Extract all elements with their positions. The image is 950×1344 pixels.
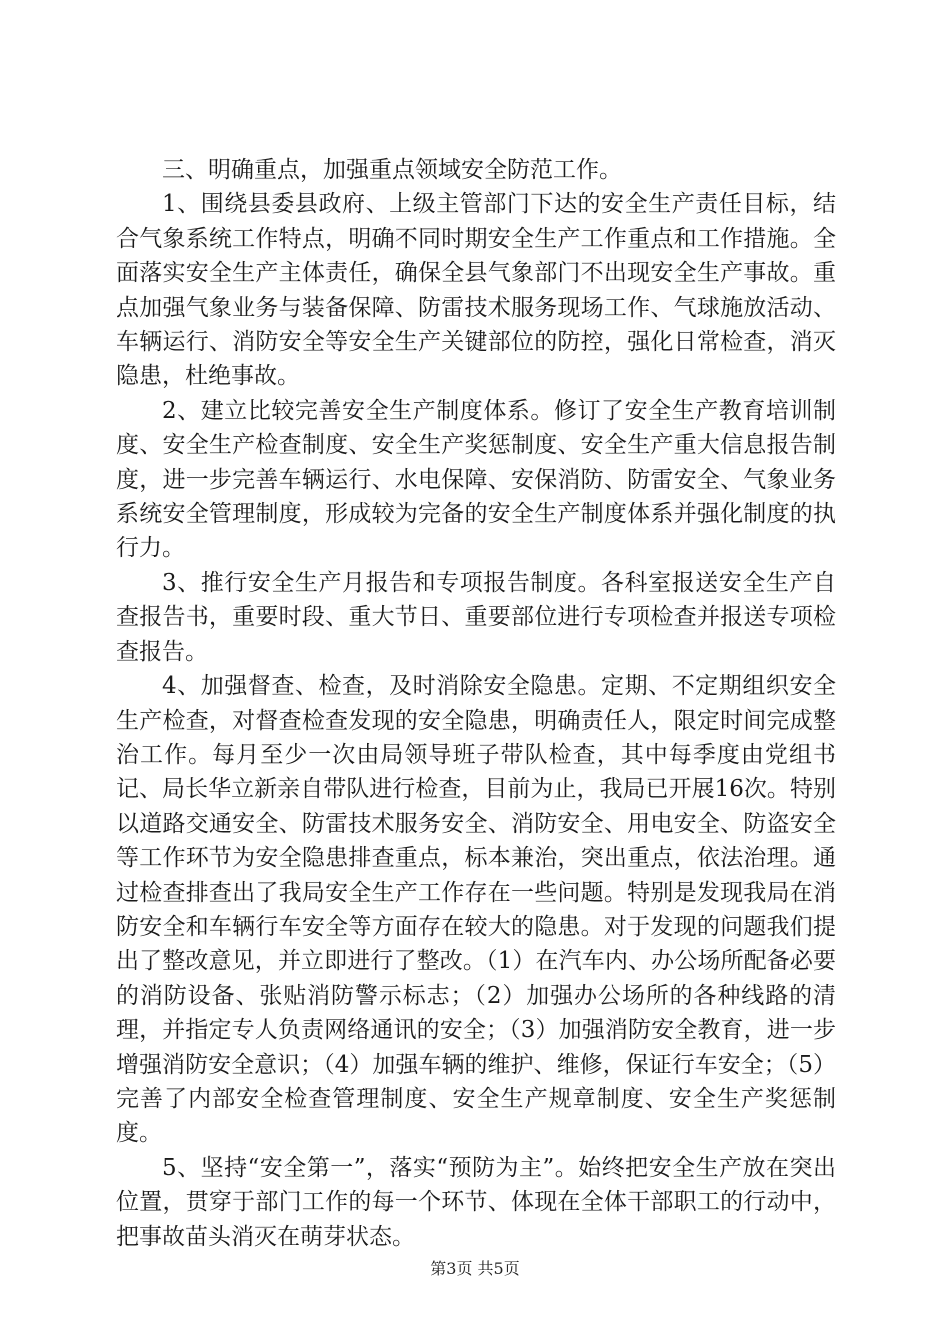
paragraph-item-1: 1、围绕县委县政府、上级主管部门下达的安全生产责任目标，结合气象系统工作特点，明确不同时期安全生产工作重点和工作措施。全面落实安全生产主体责任，确保全县气象部门不出现安全生产事故。重点加强气象业务与装备保障、防雷技术服务现场工作、气球施放活动、车辆运行、消防安全等安全生产关键部位的防控，强化日常检查，消灭隐患，杜绝事故。 xyxy=(116,191,836,390)
page-number-footer: 第3页 共5页 xyxy=(430,1259,520,1278)
paragraph-item-3: 3、推行安全生产月报告和专项报告制度。各科室报送安全生产自查报告书，重要时段、重大节日、重要部位进行专项检查并报送专项检查报告。 xyxy=(116,569,836,665)
paragraph-item-5: 5、坚持“安全第一”，落实“预防为主”。始终把安全生产放在突出位置，贯穿于部门工作的每一个环节、体现在全体干部职工的行动中，把事故苗头消灭在萌芽状态。 xyxy=(116,1154,836,1250)
document-body xyxy=(116,153,836,1254)
paragraph-item-4: 4、加强督查、检查，及时消除安全隐患。定期、不定期组织安全生产检查，对督查检查发现的安全隐患，明确责任人，限定时间完成整治工作。每月至少一次由局领导班子带队检查，其中每季度由党组书记、局长华立新亲自带队进行检查，目前为止，我局已开展16次。特别以道路交通安全、防雷技术服务安全、消防安全、用电安全、防盗安全等工作环节为安全隐患排查重点，标本兼治，突出重点，依法治理。通过检查排查出了我局安全生产工作存在一些问题。特别是发现我局在消防安全和车辆行车安全等方面存在较大的隐患。对于发现的问题我们提出了整改意见，并立即进行了整改。（1）在汽车内、办公场所配备必要的消防设备、张贴消防警示标志；（2）加强办公场所的各种线路的清理，并指定专人负责网络通讯的安全；（3）加强消防安全教育，进一步增强消防安全意识；（4）加强车辆的维护、维修，保证行车安全；（5）完善了内部安全检查管理制度、安全生产规章制度、安全生产奖惩制度。 xyxy=(116,673,836,1147)
paragraph-item-2: 2、建立比较完善安全生产制度体系。修订了安全生产教育培训制度、安全生产检查制度、安全生产奖惩制度、安全生产重大信息报告制度，进一步完善车辆运行、水电保障、安保消防、防雷安全、气象业务系统安全管理制度，形成较为完备的安全生产制度体系并强化制度的执行力。 xyxy=(116,397,836,562)
section-heading: 三、明确重点，加强重点领域安全防范工作。 xyxy=(162,157,622,183)
